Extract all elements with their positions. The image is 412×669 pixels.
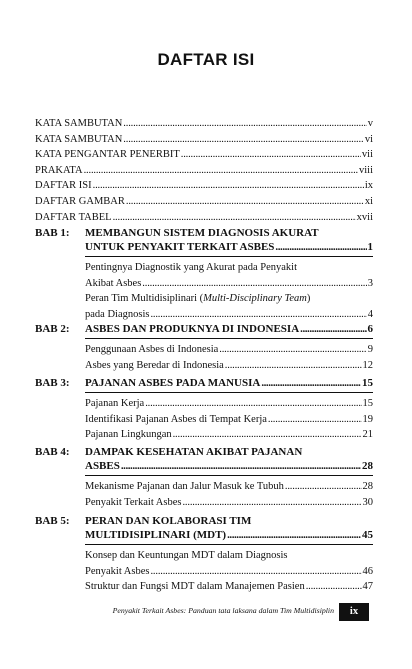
toc-entry-page: xvii <box>356 211 373 223</box>
subsection-line: Akibat Asbes <box>85 277 142 289</box>
dot-leader <box>306 579 362 595</box>
subsection-entry[interactable] <box>85 427 373 443</box>
subsection-line: Penggunaan Asbes di Indonesia <box>85 344 219 355</box>
divider <box>85 544 373 545</box>
subsection-page: 9 <box>367 344 373 355</box>
subsection-entry[interactable] <box>85 260 373 291</box>
chapter-1 <box>35 226 373 322</box>
subsection-line: pada Diagnosis <box>85 308 150 320</box>
subsection-entry[interactable] <box>85 396 373 412</box>
subsection-page: 46 <box>362 565 373 577</box>
dot-leader <box>113 210 356 226</box>
chapter-title[interactable] <box>85 445 373 473</box>
subsection-line: Pentingnya Diagnostik yang Akurat pada Penyakit <box>85 262 298 273</box>
chapter-page: 15 <box>362 377 373 389</box>
subsection-entry[interactable] <box>85 342 373 358</box>
toc-entry[interactable] <box>35 194 373 210</box>
toc-entry-label: KATA PENGANTAR PENERBIT <box>35 149 180 161</box>
dot-leader <box>126 194 364 210</box>
chapter-2 <box>35 322 373 373</box>
chapter-title[interactable] <box>85 514 373 542</box>
dot-leader <box>142 276 366 292</box>
chapter-number: BAB 3: <box>35 377 70 389</box>
subsection-entry[interactable] <box>85 579 373 595</box>
toc-entry[interactable] <box>35 147 373 163</box>
chapter-page: 6 <box>367 323 373 335</box>
subsection-entry[interactable] <box>85 412 373 428</box>
dot-leader <box>150 564 361 580</box>
chapter-title-line: PERAN DAN KOLABORASI TIM <box>85 515 252 527</box>
chapter-title-line: ASBES DAN PRODUKNYA DI INDONESIA <box>85 323 300 335</box>
subsection-entry[interactable] <box>85 495 373 511</box>
footer-page-number: ix <box>339 603 369 621</box>
subsection-page: 3 <box>367 277 373 289</box>
dot-leader <box>93 178 364 194</box>
chapter-title-line: UNTUK PENYAKIT TERKAIT ASBES <box>85 241 275 253</box>
dot-leader <box>145 396 361 412</box>
subsection-page: 15 <box>362 398 373 409</box>
subsection-line: Struktur dan Fungsi MDT dalam Manajemen Pasien <box>85 581 305 593</box>
dot-leader <box>123 116 366 132</box>
chapter-number: BAB 2: <box>35 323 70 335</box>
toc-entry-page: vi <box>364 133 373 145</box>
subsection-entry[interactable] <box>85 548 373 579</box>
subsection-line: Identifikasi Pajanan Asbes di Tempat Kerja <box>85 413 267 425</box>
subsection-page: 19 <box>362 413 373 425</box>
dot-leader <box>300 322 366 336</box>
dot-leader <box>261 376 361 390</box>
divider <box>85 475 373 476</box>
subsection-page: 47 <box>362 581 373 593</box>
chapter-title[interactable] <box>85 322 373 336</box>
dot-leader <box>275 240 366 254</box>
toc-entry[interactable] <box>35 163 373 179</box>
subsection-page: 4 <box>367 308 373 320</box>
subsection-entry[interactable] <box>85 291 373 322</box>
chapter-page: 28 <box>362 460 373 472</box>
toc-entry[interactable] <box>35 178 373 194</box>
toc-entry[interactable] <box>35 132 373 148</box>
chapter-number: BAB 4: <box>35 446 70 458</box>
subsection-line: Konsep dan Keuntungan MDT dalam Diagnosis <box>85 550 288 561</box>
dot-leader <box>123 132 364 148</box>
toc-entry-label: KATA SAMBUTAN <box>35 133 123 145</box>
subsection-line: Asbes yang Beredar di Indonesia <box>85 359 224 371</box>
dot-leader <box>227 528 361 542</box>
chapter-title-line: MEMBANGUN SISTEM DIAGNOSIS AKURAT <box>85 227 319 239</box>
divider <box>85 338 373 339</box>
subsection-entry[interactable] <box>85 358 373 374</box>
dot-leader <box>182 495 361 511</box>
subsection-entry[interactable] <box>85 479 373 495</box>
chapter-number: BAB 1: <box>35 227 70 239</box>
toc-entry-label: DAFTAR TABEL <box>35 211 112 223</box>
chapter-number: BAB 5: <box>35 515 70 527</box>
toc-entry[interactable] <box>35 210 373 226</box>
chapter-title[interactable] <box>85 226 373 254</box>
footer-text: Penyakit Terkait Asbes: Panduan tata laksana dalam Tim Multidisiplin <box>112 606 334 615</box>
subsection-page: 12 <box>362 359 373 371</box>
dot-leader <box>219 342 366 358</box>
dot-leader <box>121 459 361 473</box>
dot-leader <box>150 307 366 323</box>
chapter-page: 45 <box>362 529 373 541</box>
front-matter-list <box>35 116 373 225</box>
page-title: DAFTAR ISI <box>157 50 255 69</box>
subsection-page: 21 <box>362 429 373 441</box>
page-footer <box>0 603 412 621</box>
toc-entry-page: ix <box>364 180 373 192</box>
chapter-page: 1 <box>367 241 373 253</box>
chapter-title[interactable] <box>85 376 373 390</box>
chapter-4 <box>35 445 373 510</box>
chapter-title-line: MULTIDISIPLINARI (MDT) <box>85 529 227 541</box>
subsection-line: Mekanisme Pajanan dan Jalur Masuk ke Tubuh <box>85 481 284 492</box>
toc-entry-page: xi <box>364 195 373 207</box>
toc-entry-label: DAFTAR ISI <box>35 180 92 192</box>
subsection-line: Pajanan Lingkungan <box>85 429 172 441</box>
subsection-page: 30 <box>362 496 373 508</box>
chapter-title-line: ASBES <box>85 460 120 472</box>
dot-leader <box>225 358 362 374</box>
dot-leader <box>173 427 362 443</box>
toc-entry-page: vii <box>361 149 373 161</box>
chapter-title-line: PAJANAN ASBES PADA MANUSIA <box>85 377 261 389</box>
dot-leader <box>84 163 358 179</box>
toc-entry-label: DAFTAR GAMBAR <box>35 195 125 207</box>
divider <box>85 392 373 393</box>
dot-leader <box>181 147 361 163</box>
subsection-line: Pajanan Kerja <box>85 398 145 409</box>
chapter-title-line: DAMPAK KESEHATAN AKIBAT PAJANAN <box>85 446 303 458</box>
subsection-line: Peran Tim Multidisiplinari (Multi-Disciplinary Team) <box>85 293 311 305</box>
chapter-3 <box>35 376 373 443</box>
subsection-page: 28 <box>362 481 373 492</box>
chapter-5 <box>35 514 373 595</box>
toc-entry-page: viii <box>358 164 373 176</box>
dot-leader <box>268 412 362 428</box>
toc-entry-label: PRAKATA <box>35 164 83 176</box>
subsection-line: Penyakit Asbes <box>85 565 150 577</box>
toc-entry[interactable] <box>35 116 373 132</box>
subsection-line: Penyakit Terkait Asbes <box>85 496 182 508</box>
dot-leader <box>285 479 362 495</box>
divider <box>85 256 373 257</box>
toc-entry-label: KATA SAMBUTAN <box>35 118 123 129</box>
toc-entry-page: v <box>367 118 373 129</box>
